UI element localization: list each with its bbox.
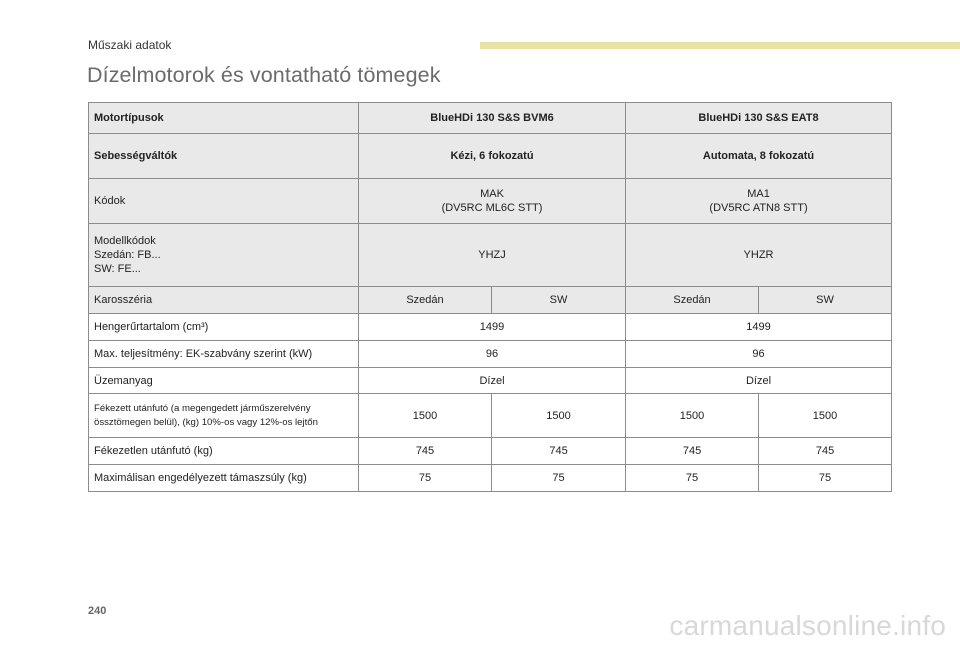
section-label: Műszaki adatok [88,38,172,52]
specifications-table [88,102,892,492]
label-line: Szedán: FB... [94,249,161,261]
row-label [89,394,359,438]
table-row-codes [89,179,892,224]
table-cell: Automata, 8 fokozatú [626,134,892,179]
table-cell: 96 [626,341,892,368]
row-label: Sebességváltók [89,134,359,179]
table-cell: YHZR [626,224,892,287]
table-row-unbraked-trailer [89,438,892,465]
label-line: SW: FE... [94,263,141,275]
table-cell [626,179,892,224]
table-cell: Szedán [359,287,492,314]
table-cell: SW [759,287,892,314]
table-cell: BlueHDi 130 S&S EAT8 [626,103,892,134]
table-row-model-codes [89,224,892,287]
table-row-gearboxes [89,134,892,179]
table-cell: 75 [492,465,626,492]
table-cell: 1500 [626,394,759,438]
table-cell: 745 [492,438,626,465]
label-line: Modellkódok [94,235,156,247]
header-divider [480,42,960,49]
code-line: MAK [480,188,504,200]
row-label: Maximálisan engedélyezett támaszsúly (kg) [89,465,359,492]
watermark: carmanualsonline.info [669,610,946,641]
table-cell: 75 [626,465,759,492]
table-row-fuel [89,368,892,394]
table-cell: Szedán [626,287,759,314]
row-label: Max. teljesítmény: EK-szabvány szerint (kW) [89,341,359,368]
table-cell: 96 [359,341,626,368]
table-cell: SW [492,287,626,314]
row-label: Kódok [89,179,359,224]
table-cell: Dízel [626,368,892,394]
table-row-body [89,287,892,314]
table-cell: 1500 [359,394,492,438]
row-label: Üzemanyag [89,368,359,394]
table-cell: YHZJ [359,224,626,287]
table-cell [359,179,626,224]
table-cell: 745 [626,438,759,465]
row-label: Motortípusok [89,103,359,134]
table-cell: Dízel [359,368,626,394]
table-cell: 75 [759,465,892,492]
table-row-nose-weight [89,465,892,492]
table-cell: 1500 [759,394,892,438]
table-cell: 745 [759,438,892,465]
table-cell: 1499 [626,314,892,341]
table-cell: 745 [359,438,492,465]
page-title: Dízelmotorok és vontatható tömegek [87,63,441,87]
code-line: MA1 [747,188,770,200]
table-cell: 1500 [492,394,626,438]
row-label: Fékezetlen utánfutó (kg) [89,438,359,465]
code-line: (DV5RC ML6C STT) [441,202,543,214]
table-row-engine-types [89,103,892,134]
table-row-displacement [89,314,892,341]
table-row-power [89,341,892,368]
row-label: Hengerűrtartalom (cm³) [89,314,359,341]
row-label [89,224,359,287]
table-cell: Kézi, 6 fokozatú [359,134,626,179]
row-label: Karosszéria [89,287,359,314]
code-line: (DV5RC ATN8 STT) [709,202,808,214]
page-number: 240 [88,605,107,617]
table-cell: 1499 [359,314,626,341]
label-line: össztömegen belül), (kg) 10%-os vagy 12%-os lejtőn [94,416,318,428]
table-row-braked-trailer [89,394,892,438]
table-cell: BlueHDi 130 S&S BVM6 [359,103,626,134]
label-line: Fékezett utánfutó (a megengedett járműszerelvény [94,402,311,414]
table-cell: 75 [359,465,492,492]
